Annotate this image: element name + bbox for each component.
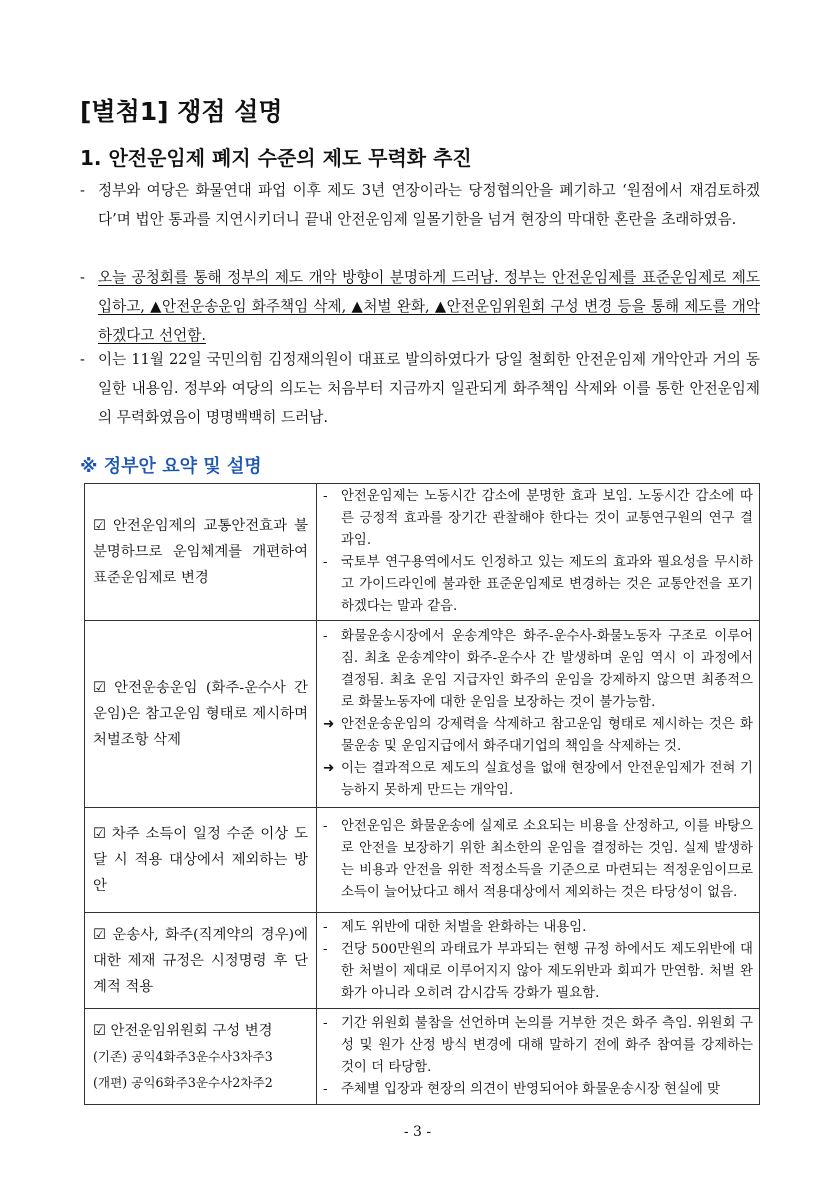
item-text: 국토부 연구용역에서도 인정하고 있는 제도의 효과와 필요성을 무시하고 가이드라인에 불과한 표준운임제로 변경하는 것은 교통안전을 포기하겠다는 말과 같음. (341, 555, 753, 614)
item-marker: - (323, 555, 328, 570)
summary-table (84, 483, 760, 1105)
item-marker: - (323, 819, 328, 834)
item-text: 제도 위반에 대한 처벌을 완화하는 내용임. (341, 919, 587, 935)
explanation-item (323, 939, 753, 1005)
item-text: 안전운임제는 노동시간 감소에 분명한 효과 보임. 노동시간 감소에 따른 긍정적 효과를 장기간 관찰해야 한다는 것이 교통연구원의 연구 결과임. (341, 489, 753, 548)
page-number: - 3 - (403, 1124, 432, 1140)
table-row (85, 484, 760, 621)
explanation-item (323, 816, 753, 904)
explanation-item (323, 626, 753, 714)
committee-before: (기존) 공익4화주3운수사3차주3 (93, 1048, 273, 1064)
item-text: 기간 위원회 불참을 선언하며 논의를 거부한 것은 화주 측임. 위원회 구성 및 원가 산정 방식 변경에 대해 말하기 전에 화주 참여를 강제하는 것이 더 타당함. (341, 1015, 753, 1075)
item-text: 화물운송시장에서 운송계약은 화주-운수사-화물노동자 구조로 이루어짐. 최초 운송계약이 화주-운수사 간 발생하며 운임 역시 이 과정에서 결정됨. 최초 운임 지급자인 화주의 운임을 강제하지 않으면 최종적으로 화물노동자에 대한 운임을 보장하는 것이 불가능함. (341, 629, 753, 710)
item-marker: - (323, 1081, 328, 1097)
item-text: 건당 500만원의 과태료가 부과되는 현행 규정 하에서도 제도위반에 대한 처벌이 제대로 이루어지지 않아 제도위반과 회피가 만연함. 처벌 완화가 아니라 오히려 감시감독 강화가 필요함. (341, 941, 753, 1001)
proposal-cell: ☑ 차주 소득이 일정 수준 이상 도달 시 적용 대상에서 제외하는 방안 (85, 808, 317, 913)
proposal-cell: ☑ 안전운임제의 교통안전효과 불분명하므로 운임체계를 개편하여 표준운임제로 변경 (85, 484, 317, 621)
paragraph-text: 정부와 여당은 화물연대 파업 이후 제도 3년 연장이라는 당정협의안을 폐기하고 ‘원점에서 재검토하겠다’며 법안 통과를 지연시키더니 끝내 안전운임제 일몰기한을 넘겨 현장의 막대한 혼란을 초래하였음. (98, 182, 760, 228)
bullet-dash: - (80, 182, 85, 199)
proposal-text: ☑ 안전운임위원회 구성 변경 (93, 1022, 273, 1039)
bullet-dash: - (80, 269, 85, 286)
paragraph-text: 이는 11월 22일 국민의힘 김정재의원이 대표로 발의하였다가 당일 철회한 안전운임제 개악안과 거의 동일한 내용임. 정부와 여당의 의도는 처음부터 지금까지 일관되게 화주책임 삭제와 이를 통한 안전운임제의 무력화였음이 명명백백히 드러남. (98, 351, 760, 426)
explanation-cell (317, 808, 760, 913)
explanation-cell (317, 621, 760, 808)
arrow-icon: ➜ (323, 761, 335, 776)
explanation-item (323, 1079, 753, 1101)
explanation-cell (317, 484, 760, 621)
proposal-cell: ☑ 운송사, 화주(직계약의 경우)에 대한 제재 규정은 시정명령 후 단계적 적용 (85, 913, 317, 1009)
item-marker: - (323, 629, 328, 644)
item-text: 안전운송운임의 강제력을 삭제하고 참고운임 형태로 제시하는 것은 화물운송 및 운임지급에서 화주대기업의 책임을 삭제하는 것. (341, 717, 753, 754)
proposal-cell: ☑ 안전운송운임 (화주-운수사 간 운임)은 참고운임 형태로 제시하며 처벌조항 삭제 (85, 621, 317, 808)
explanation-item (323, 1013, 753, 1079)
paragraph-text: 오늘 공청회를 통해 정부의 제도 개악 방향이 분명하게 드러남. 정부는 안전운임제를 표준운임제로 제도입하고, ▲안전운송운임 화주책임 삭제, ▲처벌 완화, ▲안전운임위원회 구성 변경 등을 통해 제도를 개악하겠다고 선언함. (98, 269, 760, 344)
explanation-item (323, 486, 753, 552)
table-row (85, 1009, 760, 1105)
explanation-cell (317, 1009, 760, 1105)
explanation-item (323, 552, 753, 618)
item-marker: - (323, 1015, 328, 1031)
item-text: 주체별 입장과 현장의 의견이 반영되어야 화물운송시장 현실에 맞 (341, 1081, 721, 1097)
section-title: 1. 안전운임제 폐지 수준의 제도 무력화 추진 (80, 146, 472, 170)
explanation-cell (317, 913, 760, 1009)
item-marker: - (323, 941, 328, 957)
arrow-icon: ➜ (323, 717, 335, 732)
explanation-item (323, 917, 753, 939)
committee-after: (개편) 공익6화주3운수사2차주2 (93, 1074, 273, 1090)
paragraph-3 (80, 345, 760, 432)
item-text: 안전운임은 화물운송에 실제로 소요되는 비용을 산정하고, 이를 바탕으로 안전을 보장하기 위한 최소한의 운임을 결정하는 것임. 실제 발생하는 비용과 안전을 위한 적정소득을 기준으로 마련되는 적정운임이므로 소득이 늘어났다고 해서 적용대상에서 제외하는 것은 타당성이 없음. (341, 819, 753, 900)
summary-title: ※ 정부안 요약 및 설명 (80, 456, 262, 477)
paragraph-2 (80, 263, 760, 350)
item-text: 이는 결과적으로 제도의 실효성을 없애 현장에서 안전운임제가 전혀 기능하지 못하게 만드는 개악임. (341, 761, 753, 798)
bullet-dash: - (80, 351, 85, 368)
paragraph-1 (80, 176, 760, 234)
table-row (85, 808, 760, 913)
page-heading: [별첨1] 쟁점 설명 (80, 97, 283, 126)
proposal-cell (85, 1009, 317, 1105)
explanation-item (323, 758, 753, 802)
table-row (85, 621, 760, 808)
table-row (85, 913, 760, 1009)
item-marker: - (323, 489, 328, 504)
item-marker: - (323, 919, 328, 935)
explanation-item (323, 714, 753, 758)
